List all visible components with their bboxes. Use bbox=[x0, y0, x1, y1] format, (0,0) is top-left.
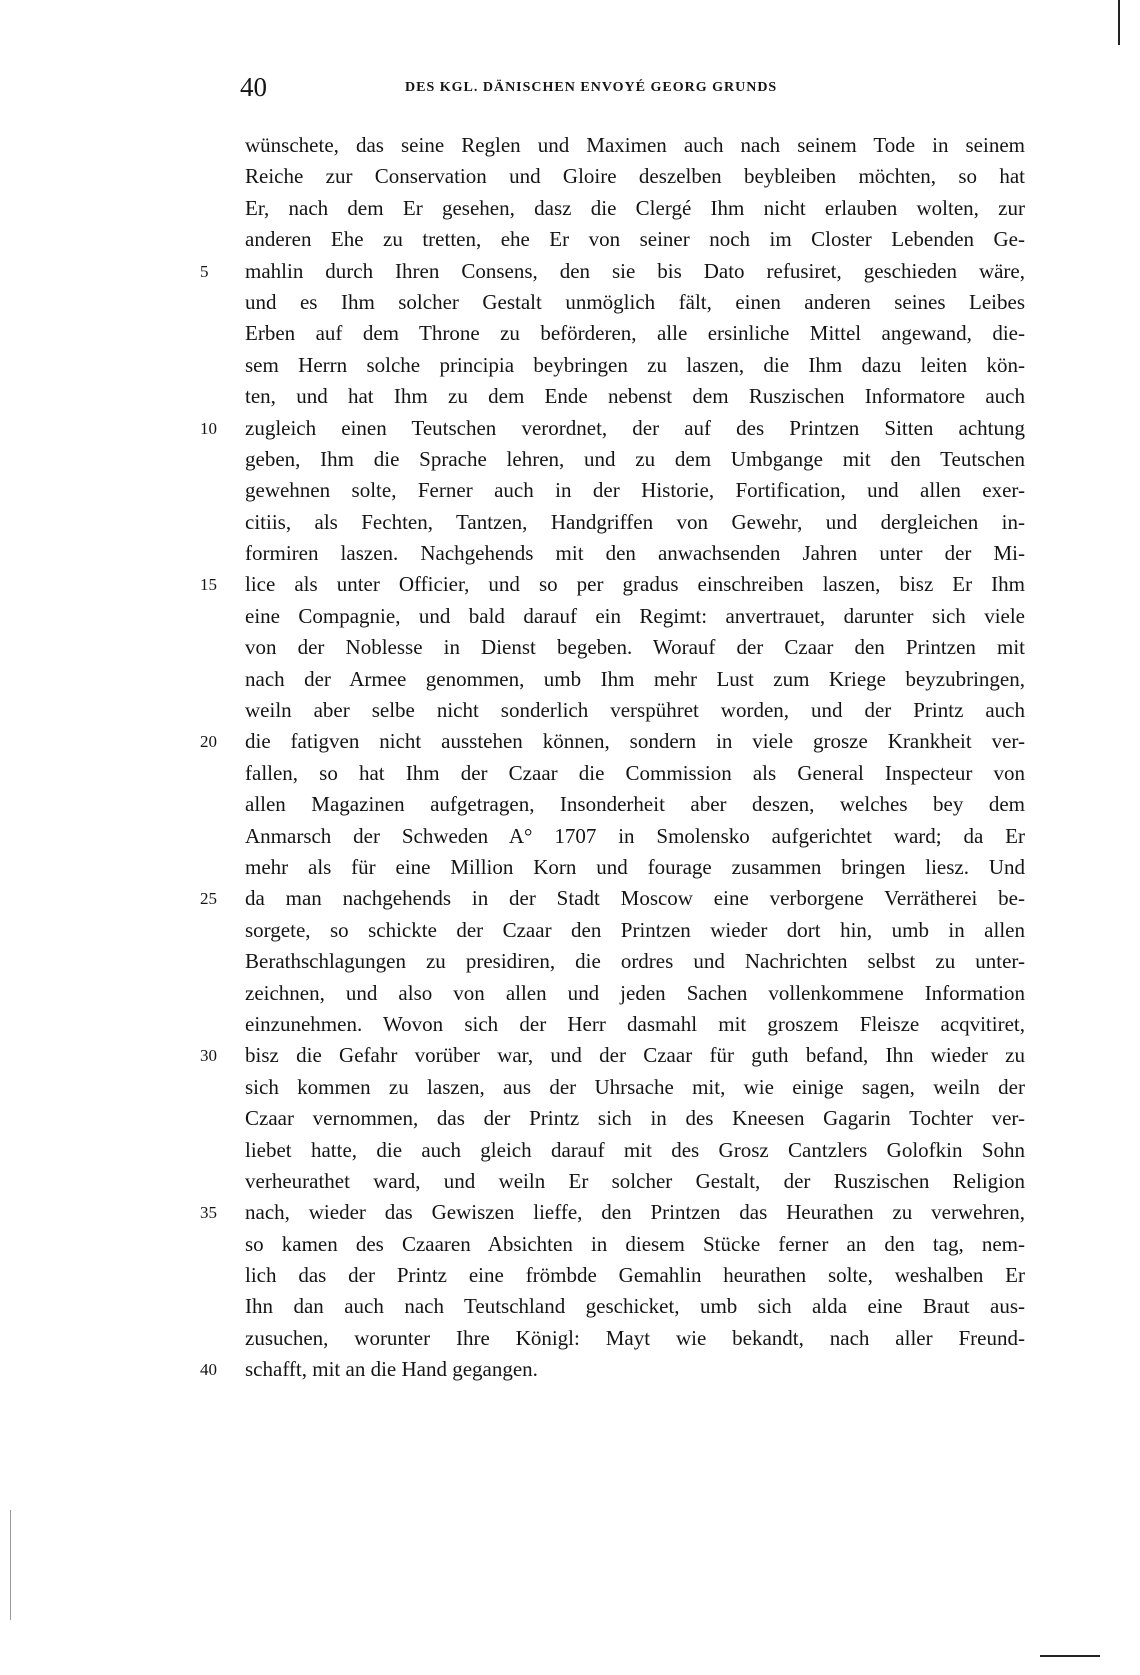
line-text: einzunehmen. Wovon sich der Herr dasmahl mit groszem Fleisze acqvitiret, bbox=[245, 1011, 1025, 1036]
text-line bbox=[200, 1072, 1030, 1103]
text-line bbox=[200, 1291, 1030, 1322]
line-text: da man nachgehends in der Stadt Moscow eine verborgene Verrätherei be- bbox=[245, 886, 1025, 911]
text-line bbox=[200, 664, 1030, 695]
left-margin-mark bbox=[10, 1510, 11, 1620]
line-text: Er, nach dem Er gesehen, dasz die Clergé Ihm nicht erlauben wolten, zur bbox=[245, 195, 1025, 220]
text-line bbox=[200, 1197, 1030, 1228]
text-line bbox=[200, 789, 1030, 820]
line-text: lich das der Printz eine frömbde Gemahlin heurathen solte, weshalben Er bbox=[245, 1263, 1025, 1288]
line-text: nach, wieder das Gewiszen lieffe, den Printzen das Heurathen zu verwehren, bbox=[245, 1200, 1025, 1225]
text-line bbox=[200, 726, 1030, 757]
line-text: die fatigven nicht ausstehen können, sondern in viele grosze Krankheit ver- bbox=[245, 729, 1025, 754]
line-text: und es Ihm solcher Gestalt unmöglich fält, einen anderen seines Leibes bbox=[245, 289, 1025, 314]
line-text: zusuchen, worunter Ihre Königl: Mayt wie bekandt, nach aller Freund- bbox=[245, 1325, 1025, 1350]
text-line bbox=[200, 601, 1030, 632]
line-text: mehr als für eine Million Korn und fourage zusammen bringen liesz. Und bbox=[245, 854, 1025, 879]
line-text: von der Noblesse in Dienst begeben. Worauf der Czaar den Printzen mit bbox=[245, 635, 1025, 660]
line-number: 10 bbox=[200, 418, 217, 438]
text-line bbox=[200, 1229, 1030, 1260]
line-text: anderen Ehe zu tretten, ehe Er von seiner noch im Closter Lebenden Ge- bbox=[245, 227, 1025, 252]
line-text: geben, Ihm die Sprache lehren, und zu dem Umbgange mit den Teutschen bbox=[245, 446, 1025, 471]
line-text: sich kommen zu laszen, aus der Uhrsache mit, wie einige sagen, weiln der bbox=[245, 1074, 1025, 1099]
line-number: 35 bbox=[200, 1203, 217, 1223]
text-line bbox=[200, 1166, 1030, 1197]
line-text: liebet hatte, die auch gleich darauf mit des Grosz Cantzlers Golofkin Sohn bbox=[245, 1137, 1025, 1162]
text-line bbox=[200, 1135, 1030, 1166]
text-line bbox=[200, 444, 1030, 475]
text-line bbox=[200, 475, 1030, 506]
text-line bbox=[200, 632, 1030, 663]
line-number: 30 bbox=[200, 1046, 217, 1066]
line-number: 15 bbox=[200, 575, 217, 595]
text-line bbox=[200, 883, 1030, 914]
page-number: 40 bbox=[240, 72, 267, 102]
body-text bbox=[200, 130, 1030, 1386]
running-head: DES KGL. DÄNISCHEN ENVOYÉ GEORG GRUNDS bbox=[405, 80, 778, 95]
line-text: Czaar vernommen, das der Printz sich in des Kneesen Gagarin Tochter ver- bbox=[245, 1106, 1025, 1131]
line-text: formiren laszen. Nachgehends mit den anwachsenden Jahren unter der Mi- bbox=[245, 541, 1025, 566]
text-line bbox=[200, 161, 1030, 192]
line-text: zugleich einen Teutschen verordnet, der auf des Printzen Sitten achtung bbox=[245, 415, 1025, 440]
line-number: 20 bbox=[200, 732, 217, 752]
line-text: Anmarsch der Schweden A° 1707 in Smolensko aufgerichtet ward; da Er bbox=[245, 823, 1025, 848]
line-text: eine Compagnie, und bald darauf ein Regimt: anvertrauet, darunter sich viele bbox=[245, 603, 1025, 628]
line-text: ten, und hat Ihm zu dem Ende nebenst dem Ruszischen Informatore auch bbox=[245, 384, 1025, 409]
line-text: nach der Armee genommen, umb Ihm mehr Lust zum Kriege beyzubringen, bbox=[245, 666, 1025, 691]
text-line bbox=[200, 538, 1030, 569]
text-line bbox=[200, 569, 1030, 600]
line-text: mahlin durch Ihren Consens, den sie bis Dato refusiret, geschieden wäre, bbox=[245, 258, 1025, 283]
line-text: schafft, mit an die Hand gegangen. bbox=[245, 1357, 538, 1382]
line-text: sorgete, so schickte der Czaar den Printzen wieder dort hin, umb in allen bbox=[245, 917, 1025, 942]
text-line bbox=[200, 1260, 1030, 1291]
line-text: bisz die Gefahr vorüber war, und der Czaar für guth befand, Ihn wieder zu bbox=[245, 1043, 1025, 1068]
text-line bbox=[200, 695, 1030, 726]
text-line bbox=[200, 224, 1030, 255]
line-text: verheurathet ward, und weiln Er solcher Gestalt, der Ruszischen Religion bbox=[245, 1168, 1025, 1193]
right-edge-mark bbox=[1118, 0, 1120, 45]
text-line bbox=[200, 413, 1030, 444]
line-text: weiln aber selbe nicht sonderlich verspühret worden, und der Printz auch bbox=[245, 698, 1025, 723]
line-text: zeichnen, und also von allen und jeden Sachen vollenkommene Information bbox=[245, 980, 1025, 1005]
text-line bbox=[200, 381, 1030, 412]
line-text: Erben auf dem Throne zu beförderen, alle ersinliche Mittel angewand, die- bbox=[245, 321, 1025, 346]
line-text: Ihn dan auch nach Teutschland geschicket, umb sich alda eine Braut aus- bbox=[245, 1294, 1025, 1319]
text-line bbox=[200, 193, 1030, 224]
line-text: fallen, so hat Ihm der Czaar die Commission als General Inspecteur von bbox=[245, 760, 1025, 785]
line-text: Reiche zur Conservation und Gloire deszelben beybleiben möchten, so hat bbox=[245, 164, 1025, 189]
text-line bbox=[200, 852, 1030, 883]
line-number: 25 bbox=[200, 889, 217, 909]
text-line bbox=[200, 1040, 1030, 1071]
line-text: citiis, als Fechten, Tantzen, Handgriffen von Gewehr, und dergleichen in- bbox=[245, 509, 1025, 534]
text-line bbox=[200, 758, 1030, 789]
text-line bbox=[200, 350, 1030, 381]
text-line bbox=[200, 256, 1030, 287]
line-text: sem Herrn solche principia beybringen zu laszen, die Ihm dazu leiten kön- bbox=[245, 352, 1025, 377]
line-number: 40 bbox=[200, 1360, 217, 1380]
text-line bbox=[200, 978, 1030, 1009]
text-line bbox=[200, 130, 1030, 161]
text-line bbox=[200, 1009, 1030, 1040]
text-line bbox=[200, 915, 1030, 946]
text-line bbox=[200, 287, 1030, 318]
line-text: so kamen des Czaaren Absichten in diesem Stücke ferner an den tag, nem- bbox=[245, 1231, 1025, 1256]
page-header bbox=[240, 72, 1020, 112]
line-text: lice als unter Officier, und so per gradus einschreiben laszen, bisz Er Ihm bbox=[245, 572, 1025, 597]
line-text: Berathschlagungen zu presidiren, die ordres und Nachrichten selbst zu unter- bbox=[245, 949, 1025, 974]
text-line bbox=[200, 507, 1030, 538]
text-line bbox=[200, 946, 1030, 977]
text-line bbox=[200, 1354, 1030, 1385]
line-number: 5 bbox=[200, 261, 209, 281]
line-text: wünschete, das seine Reglen und Maximen auch nach seinem Tode in seinem bbox=[245, 133, 1025, 157]
text-line bbox=[200, 1323, 1030, 1354]
text-line bbox=[200, 821, 1030, 852]
footer-rule bbox=[1040, 1655, 1100, 1657]
line-text: gewehnen solte, Ferner auch in der Historie, Fortification, und allen exer- bbox=[245, 478, 1025, 503]
text-line bbox=[200, 318, 1030, 349]
text-line bbox=[200, 1103, 1030, 1134]
line-text: allen Magazinen aufgetragen, Insonderheit aber deszen, welches bey dem bbox=[245, 792, 1025, 817]
